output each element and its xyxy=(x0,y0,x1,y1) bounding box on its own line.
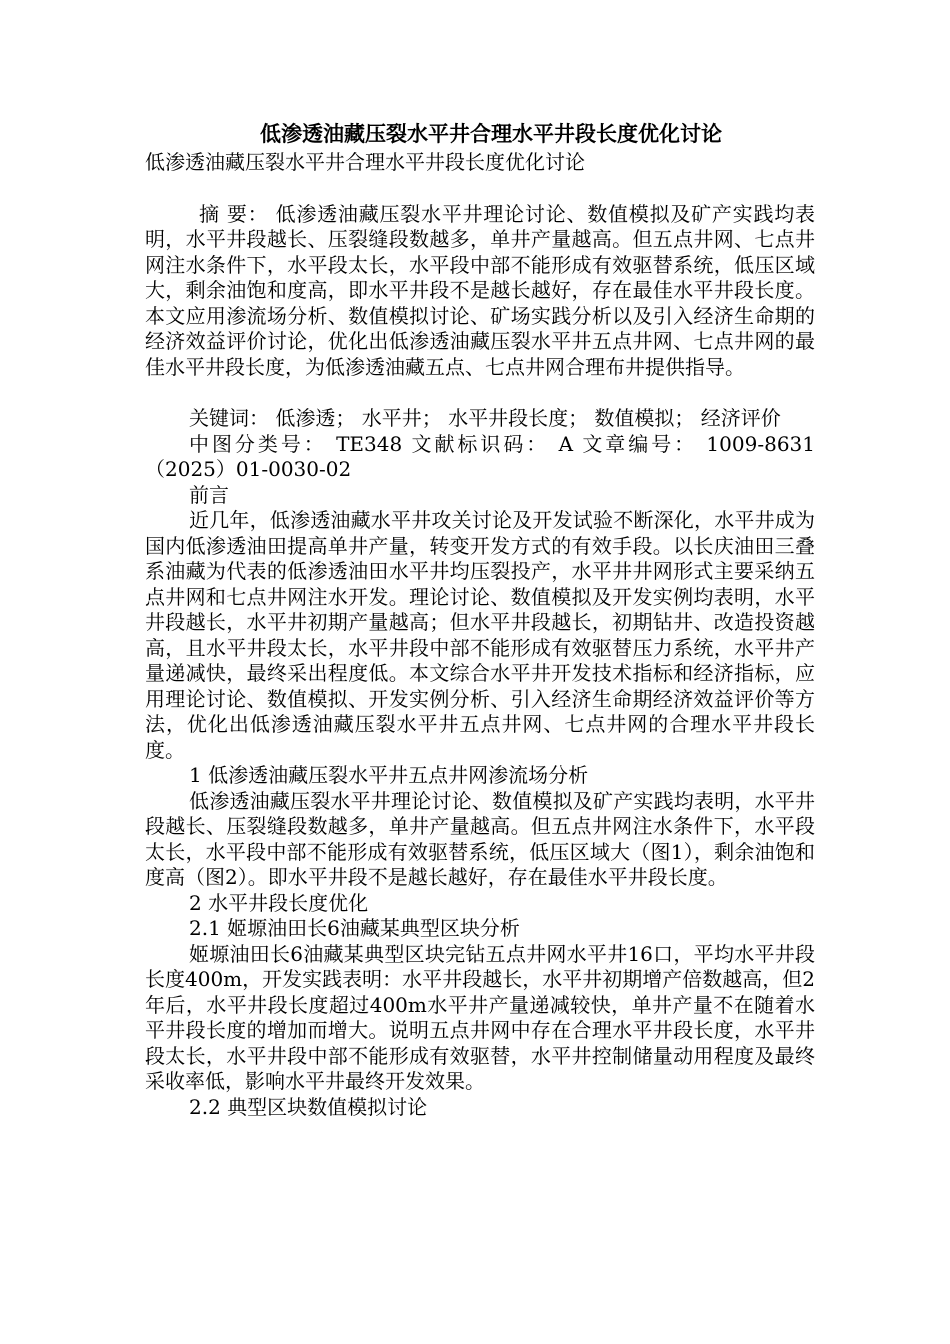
section-1-paragraph: 低渗透油藏压裂水平井理论讨论、数值模拟及矿产实践均表明，水平井段越长、压裂缝段数越多，单井产量越高。但五点井网注水条件下，水平段太长，水平段中部不能形成有效驱替系统，低压区域大（图1），剩余油饱和度高（图2）。即水平井段不是越长越好，存在最佳水平井段长度。 xyxy=(145,788,815,889)
preface-paragraph: 近几年，低渗透油藏水平井攻关讨论及开发试验不断深化，水平井成为国内低渗透油田提高单井产量，转变开发方式的有效手段。以长庆油田三叠系油藏为代表的低渗透油田水平井均压裂投产，水平井井网形式主要采纳五点井网和七点井网注水开发。理论讨论、数值模拟及开发实例均表明，水平井段越长，水平井初期产量越高；但水平井段越长，初期钻井、改造投资越高，且水平井段太长，水平井段中部不能形成有效驱替压力系统，水平井产量递减快，最终采出程度低。本文综合水平井开发技术指标和经济指标，应用理论讨论、数值模拟、开发实例分析、引入经济生命期经济效益评价等方法，优化出低渗透油藏压裂水平井五点井网、七点井网的合理水平井段长度。 xyxy=(145,508,815,762)
keywords-paragraph xyxy=(145,406,815,432)
abstract-text: 低渗透油藏压裂水平井理论讨论、数值模拟及矿产实践均表明，水平井段越长、压裂缝段数越多，单井产量越高。但五点井网、七点井网注水条件下，水平段太长，水平段中部不能形成有效驱替系统，低压区域大，剩余油饱和度高，即水平井段不是越长越好，存在最佳水平井段长度。本文应用渗流场分析、数值模拟讨论、矿场实践分析以及引入经济生命期的经济效益评价讨论，优化出低渗透油藏压裂水平井五点井网、七点井网的最佳水平井段长度，为低渗透油藏五点、七点井网合理布井提供指导。 xyxy=(145,201,816,379)
classification-line: 中图分类号： TE348 文献标识码： A 文章编号： 1009-8631（2025）01-0030-02 xyxy=(145,431,815,481)
document-title: 低渗透油藏压裂水平井合理水平井段长度优化讨论 xyxy=(260,121,722,146)
abstract-label: 摘 要： xyxy=(199,201,269,226)
section-1-heading: 1 低渗透油藏压裂水平井五点井网渗流场分析 xyxy=(189,763,589,787)
abstract-paragraph xyxy=(145,202,815,381)
section-2-1-paragraph: 姬塬油田长6油藏某典型区块完钻五点井网水平井16口，平均水平井段长度400m，开发实践表明：水平井段越长，水平井初期增产倍数越高，但2年后，水平井段长度超过400m水平井产量递减较快，单井产量不在随着水平井段长度的增加而增大。说明五点井网中存在合理水平井段长度，水平井段太长，水平井段中部不能形成有效驱替，水平井控制储量动用程度及最终采收率低，影响水平井最终开发效果。 xyxy=(145,941,815,1093)
spacer xyxy=(145,380,815,406)
document-page xyxy=(145,118,815,1120)
keywords-text: 低渗透； 水平井； 水平井段长度； 数值模拟； 经济评价 xyxy=(275,406,781,430)
preface-heading: 前言 xyxy=(189,482,229,507)
spacer xyxy=(145,176,815,202)
section-2-2-heading: 2.2 典型区块数值模拟讨论 xyxy=(189,1094,428,1119)
section-2-heading: 2 水平井段长度优化 xyxy=(189,890,369,915)
document-subtitle: 低渗透油藏压裂水平井合理水平井段长度优化讨论 xyxy=(145,150,585,174)
section-2-1-heading: 2.1 姬塬油田长6油藏某典型区块分析 xyxy=(189,916,520,940)
keywords-label: 关键词： xyxy=(189,406,269,430)
